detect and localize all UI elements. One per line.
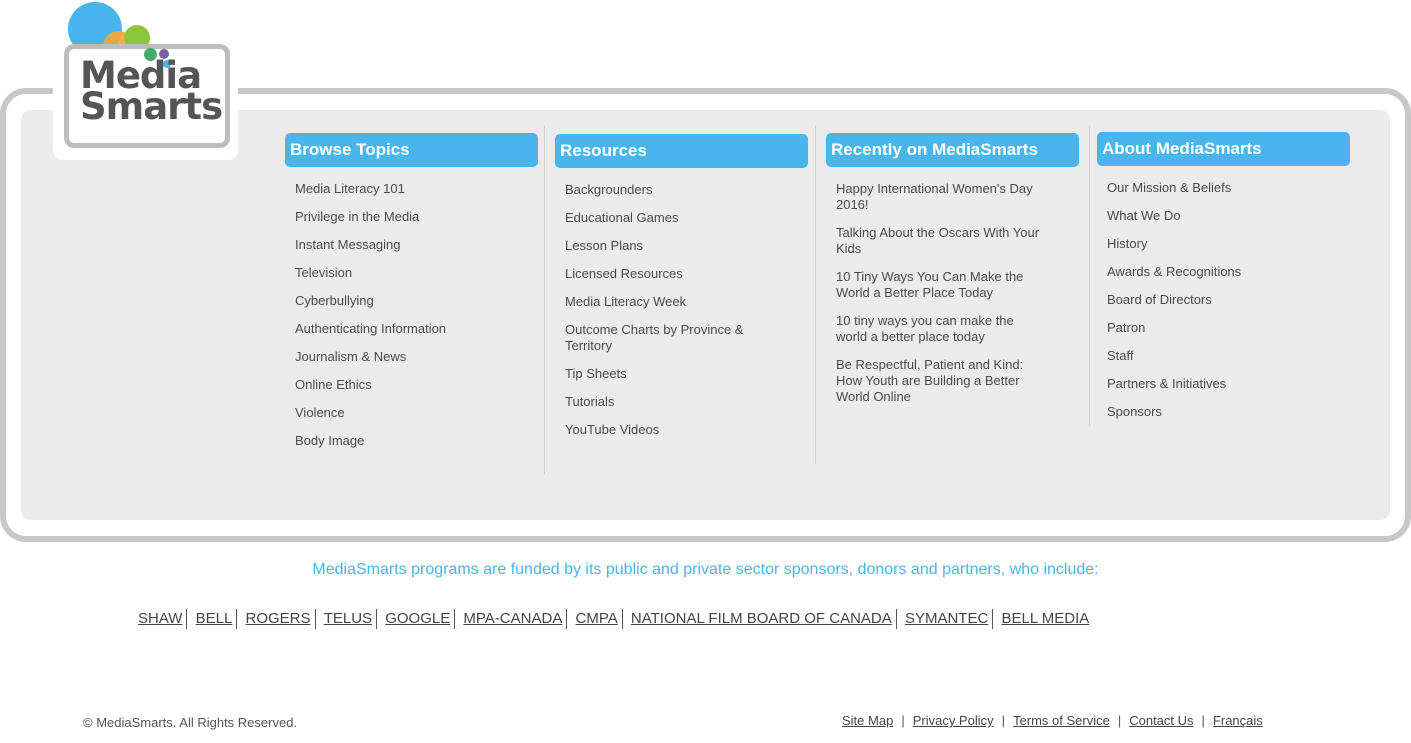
sponsor-divider bbox=[992, 609, 993, 629]
resources-link[interactable]: Lesson Plans bbox=[565, 238, 644, 253]
site-map-link[interactable]: Site Map bbox=[842, 713, 894, 728]
browse-topics-link[interactable]: Television bbox=[295, 265, 353, 280]
sponsor-link-symantec[interactable]: SYMANTEC bbox=[904, 609, 989, 627]
resources-link[interactable]: Tutorials bbox=[565, 394, 615, 409]
about-link[interactable]: Patron bbox=[1107, 320, 1146, 335]
terms-of-service-link[interactable]: Terms of Service bbox=[1013, 713, 1110, 728]
logo-wordmark bbox=[80, 54, 223, 128]
sponsor-divider bbox=[454, 609, 455, 629]
sponsor-link-bell[interactable]: BELL bbox=[195, 609, 233, 627]
sponsor-link-shaw[interactable]: SHAW bbox=[138, 609, 183, 627]
browse-topics-link[interactable]: Cyberbullying bbox=[295, 293, 374, 308]
sponsor-divider bbox=[566, 609, 567, 629]
sponsor-link-mpa-canada[interactable]: MPA-CANADA bbox=[463, 609, 563, 627]
sponsor-link-google[interactable]: GOOGLE bbox=[385, 609, 451, 627]
language-toggle-link[interactable]: Français bbox=[1212, 713, 1263, 728]
logo-line1: Media bbox=[80, 54, 202, 97]
column-divider bbox=[544, 126, 545, 474]
footer-divider: | bbox=[901, 713, 905, 728]
sponsor-list bbox=[138, 609, 1093, 629]
sponsor-divider bbox=[622, 609, 623, 629]
browse-topics-link[interactable]: Journalism & News bbox=[295, 349, 407, 364]
browse-topics-link[interactable]: Media Literacy 101 bbox=[295, 181, 405, 196]
browse-topics-link[interactable]: Violence bbox=[295, 405, 345, 420]
about-link[interactable]: Partners & Initiatives bbox=[1107, 376, 1227, 391]
browse-topics-link[interactable]: Instant Messaging bbox=[295, 237, 401, 252]
recent-article-link[interactable]: Talking About the Oscars With Your Kids bbox=[836, 225, 1040, 256]
resources-link[interactable]: Licensed Resources bbox=[565, 266, 683, 281]
privacy-policy-link[interactable]: Privacy Policy bbox=[912, 713, 994, 728]
column-divider bbox=[1089, 126, 1090, 426]
sponsor-divider bbox=[236, 609, 237, 629]
recent-article-link[interactable]: Be Respectful, Patient and Kind: How Youth are Building a Better World Online bbox=[836, 357, 1024, 404]
column-resources bbox=[555, 134, 808, 448]
browse-topics-link[interactable]: Authenticating Information bbox=[295, 321, 447, 336]
sponsor-link-telus[interactable]: TELUS bbox=[323, 609, 373, 627]
copyright-text: © MediaSmarts. All Rights Reserved. bbox=[83, 715, 298, 730]
footer-divider: | bbox=[1001, 713, 1006, 728]
sponsor-divider bbox=[186, 609, 187, 629]
resources-link[interactable]: Outcome Charts by Province & Territory bbox=[565, 322, 744, 353]
about-link[interactable]: Staff bbox=[1107, 348, 1134, 363]
column-heading[interactable]: Recently on MediaSmarts bbox=[826, 133, 1079, 167]
funding-statement: MediaSmarts programs are funded by its public and private sector sponsors, donors and partners, who include: bbox=[312, 561, 1099, 578]
logo-line2: Smarts bbox=[80, 85, 223, 128]
sponsor-link-nfb[interactable]: NATIONAL FILM BOARD OF CANADA bbox=[630, 609, 892, 627]
sponsor-divider bbox=[315, 609, 316, 629]
browse-topics-link[interactable]: Body Image bbox=[295, 433, 365, 448]
column-heading[interactable]: Resources bbox=[555, 134, 808, 168]
browse-topics-link[interactable]: Privilege in the Media bbox=[295, 209, 420, 224]
footer-divider: | bbox=[1117, 713, 1122, 728]
about-link[interactable]: Our Mission & Beliefs bbox=[1107, 180, 1232, 195]
recent-article-link[interactable]: Happy International Women's Day 2016! bbox=[836, 181, 1033, 212]
resources-link[interactable]: Tip Sheets bbox=[565, 366, 627, 381]
sponsor-link-cmpa[interactable]: CMPA bbox=[575, 609, 618, 627]
browse-topics-link[interactable]: Online Ethics bbox=[295, 377, 372, 392]
footer-divider: | bbox=[1201, 713, 1205, 728]
about-link[interactable]: Sponsors bbox=[1107, 404, 1162, 419]
resources-link[interactable]: Educational Games bbox=[565, 210, 679, 225]
column-heading[interactable]: Browse Topics bbox=[285, 133, 538, 167]
resources-link[interactable]: Backgrounders bbox=[565, 182, 653, 197]
contact-us-link[interactable]: Contact Us bbox=[1129, 713, 1194, 728]
about-link[interactable]: Awards & Recognitions bbox=[1107, 264, 1242, 279]
column-about bbox=[1097, 132, 1350, 430]
resources-link[interactable]: Media Literacy Week bbox=[565, 294, 687, 309]
recent-article-link[interactable]: 10 Tiny Ways You Can Make the World a Better Place Today bbox=[836, 269, 1024, 300]
about-link[interactable]: What We Do bbox=[1107, 208, 1181, 223]
column-divider bbox=[815, 126, 816, 464]
resources-link[interactable]: YouTube Videos bbox=[565, 422, 660, 437]
sponsor-link-bell-media[interactable]: BELL MEDIA bbox=[1001, 609, 1090, 627]
about-link[interactable]: Board of Directors bbox=[1107, 292, 1212, 307]
column-browse-topics bbox=[285, 133, 538, 459]
recent-article-link[interactable]: 10 tiny ways you can make the world a better place today bbox=[836, 313, 1014, 344]
column-heading[interactable]: About MediaSmarts bbox=[1097, 132, 1350, 166]
column-recent bbox=[826, 133, 1079, 415]
sponsor-divider bbox=[896, 609, 897, 629]
sponsor-link-rogers[interactable]: ROGERS bbox=[245, 609, 311, 627]
about-link[interactable]: History bbox=[1107, 236, 1148, 251]
footer-links bbox=[842, 713, 1263, 728]
sponsor-divider bbox=[376, 609, 377, 629]
